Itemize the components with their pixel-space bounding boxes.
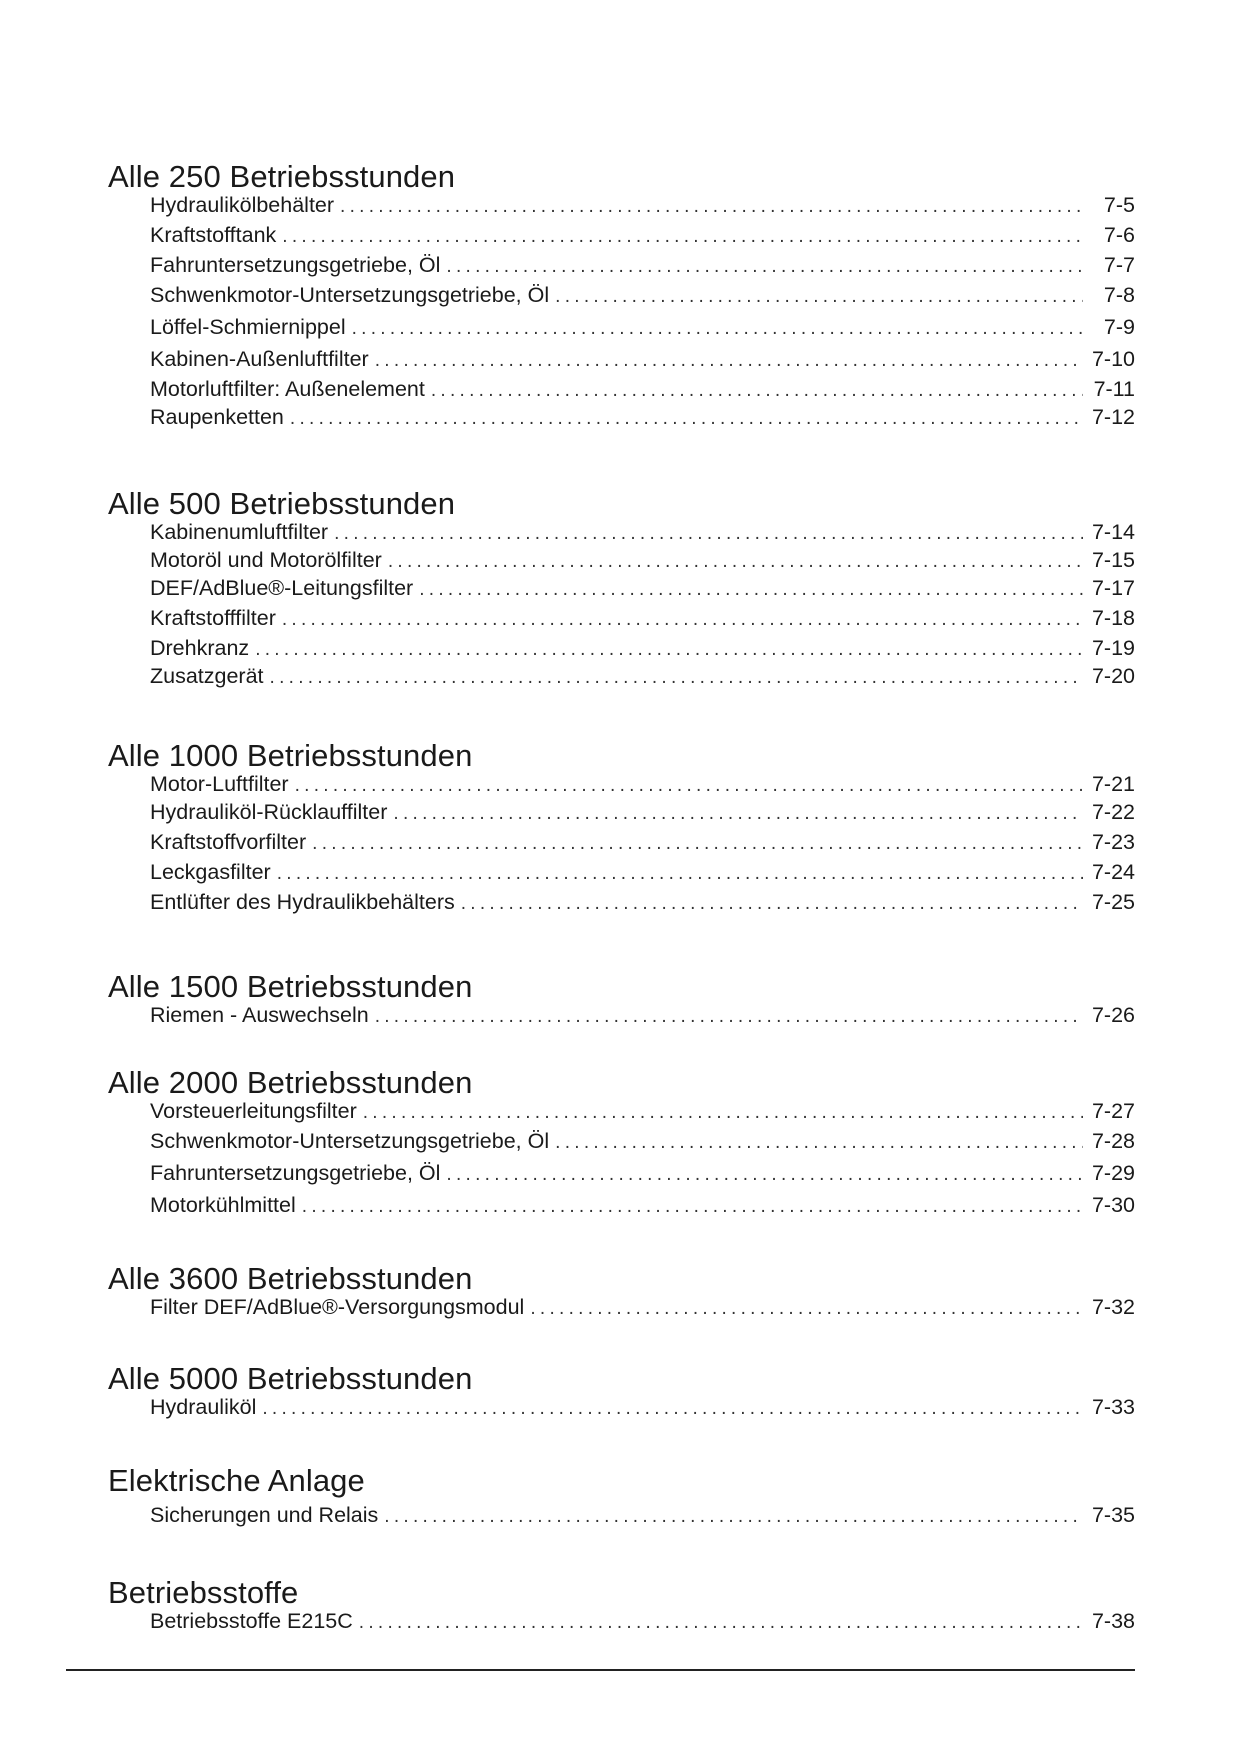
dot-leader xyxy=(388,549,1083,575)
dot-leader xyxy=(359,1610,1083,1636)
entry-page: 7-35 xyxy=(1091,1503,1135,1527)
entry-label: Kraftstofftank xyxy=(150,223,277,247)
entry-page: 7-17 xyxy=(1091,576,1135,600)
toc-entry[interactable] xyxy=(150,280,1135,312)
section-title: Alle 2000 Betriebsstunden xyxy=(108,1065,473,1100)
section-entries xyxy=(150,1294,1135,1322)
dot-leader xyxy=(295,773,1083,799)
entry-page: 7-11 xyxy=(1093,377,1135,401)
entry-page: 7-29 xyxy=(1091,1161,1135,1185)
toc-entry[interactable] xyxy=(150,575,1135,603)
entry-label: Raupenketten xyxy=(150,405,284,429)
dot-leader xyxy=(419,577,1083,603)
entry-label: Kabinen-Außenluftfilter xyxy=(150,347,369,371)
entry-page: 7-6 xyxy=(1103,223,1135,247)
toc-entry[interactable] xyxy=(150,1158,1135,1190)
entry-label: Schwenkmotor-Untersetzungsgetriebe, Öl xyxy=(150,283,550,307)
dot-leader xyxy=(282,221,1083,252)
dot-leader xyxy=(446,254,1083,280)
section-title: Alle 1500 Betriebsstunden xyxy=(108,969,473,1004)
toc-entry[interactable] xyxy=(150,1002,1135,1030)
dot-leader xyxy=(312,828,1083,859)
entry-label: Motoröl und Motorölfilter xyxy=(150,548,382,572)
entry-page: 7-27 xyxy=(1091,1099,1135,1123)
toc-entry[interactable] xyxy=(150,1608,1135,1636)
toc-entry[interactable] xyxy=(150,220,1135,252)
entry-label: Entlüfter des Hydraulikbehälters xyxy=(150,890,455,914)
entry-label: Motorluftfilter: Außenelement xyxy=(150,377,425,401)
entry-page: 7-28 xyxy=(1091,1129,1135,1153)
toc-entry[interactable] xyxy=(150,376,1135,404)
entry-label: Filter DEF/AdBlue®-Versorgungsmodul xyxy=(150,1295,525,1319)
entry-label: Kraftstoffvorfilter xyxy=(150,830,307,854)
section-title: Alle 5000 Betriebsstunden xyxy=(108,1361,473,1396)
section-entries xyxy=(150,1394,1135,1422)
dot-leader xyxy=(340,194,1083,220)
entry-label: Zusatzgerät xyxy=(150,664,264,688)
entry-label: Vorsteuerleitungsfilter xyxy=(150,1099,357,1123)
toc-section xyxy=(108,1064,1135,1222)
entry-label: Fahruntersetzungsgetriebe, Öl xyxy=(150,1161,441,1185)
entry-page: 7-7 xyxy=(1103,253,1135,277)
entry-page: 7-8 xyxy=(1103,283,1135,307)
entry-label: Kraftstofffilter xyxy=(150,606,276,630)
dot-leader xyxy=(277,861,1083,887)
entry-label: Fahruntersetzungsgetriebe, Öl xyxy=(150,253,441,277)
toc-entry[interactable] xyxy=(150,859,1135,887)
toc-entry[interactable] xyxy=(150,1294,1135,1322)
table-of-contents xyxy=(108,158,1135,1636)
section-entries xyxy=(150,192,1135,432)
toc-section xyxy=(108,968,1135,1030)
toc-entry[interactable] xyxy=(150,663,1135,691)
entry-page: 7-15 xyxy=(1091,548,1135,572)
dot-leader xyxy=(375,345,1083,376)
dot-leader xyxy=(431,378,1083,404)
dot-leader xyxy=(461,888,1083,919)
entry-page: 7-5 xyxy=(1103,193,1135,217)
dot-leader xyxy=(363,1100,1083,1126)
entry-page: 7-24 xyxy=(1091,860,1135,884)
dot-leader xyxy=(262,1396,1083,1422)
entry-label: DEF/AdBlue®-Leitungsfilter xyxy=(150,576,414,600)
section-entries xyxy=(150,1002,1135,1030)
dot-leader xyxy=(375,1004,1083,1030)
entry-page: 7-12 xyxy=(1091,405,1135,429)
footer-rule xyxy=(66,1669,1135,1671)
toc-entry[interactable] xyxy=(150,312,1135,344)
entry-page: 7-14 xyxy=(1091,520,1135,544)
entry-label: Hydraulikölbehälter xyxy=(150,193,335,217)
dot-leader xyxy=(530,1296,1083,1322)
entry-page: 7-21 xyxy=(1091,772,1135,796)
toc-entry[interactable] xyxy=(150,1190,1135,1222)
entry-label: Hydrauliköl xyxy=(150,1395,257,1419)
dot-leader xyxy=(555,1127,1083,1158)
dot-leader xyxy=(352,313,1083,344)
entry-page: 7-19 xyxy=(1091,636,1135,660)
dot-leader xyxy=(302,1191,1083,1222)
toc-entry[interactable] xyxy=(150,1098,1135,1126)
section-title: Alle 1000 Betriebsstunden xyxy=(108,738,473,773)
entry-label: Drehkranz xyxy=(150,636,250,660)
entry-label: Riemen - Auswechseln xyxy=(150,1003,369,1027)
section-entries xyxy=(150,771,1135,919)
entry-label: Motor-Luftfilter xyxy=(150,772,289,796)
toc-entry[interactable] xyxy=(150,603,1135,635)
toc-entry[interactable] xyxy=(150,547,1135,575)
entry-page: 7-30 xyxy=(1091,1193,1135,1217)
entry-label: Hydrauliköl-Rücklauffilter xyxy=(150,800,388,824)
entry-label: Löffel-Schmiernippel xyxy=(150,315,346,339)
entry-page: 7-26 xyxy=(1091,1003,1135,1027)
dot-leader xyxy=(393,801,1083,827)
toc-entry[interactable] xyxy=(150,1502,1135,1530)
section-title: Alle 500 Betriebsstunden xyxy=(108,486,456,521)
dot-leader xyxy=(255,637,1083,663)
toc-entry[interactable] xyxy=(150,519,1135,547)
toc-entry[interactable] xyxy=(150,1394,1135,1422)
dot-leader xyxy=(270,665,1083,691)
entry-label: Betriebsstoffe E215C xyxy=(150,1609,353,1633)
entry-page: 7-22 xyxy=(1091,800,1135,824)
entry-page: 7-18 xyxy=(1091,606,1135,630)
section-entries xyxy=(150,1608,1135,1636)
section-entries xyxy=(150,1098,1135,1222)
section-title: Alle 250 Betriebsstunden xyxy=(108,159,456,194)
toc-entry[interactable] xyxy=(150,344,1135,376)
toc-entry[interactable] xyxy=(150,192,1135,220)
entry-page: 7-23 xyxy=(1091,830,1135,854)
entry-page: 7-20 xyxy=(1091,664,1135,688)
section-entries xyxy=(150,1502,1135,1530)
dot-leader xyxy=(282,604,1083,635)
toc-section xyxy=(108,1462,1135,1530)
entry-label: Motorkühlmittel xyxy=(150,1193,296,1217)
entry-page: 7-33 xyxy=(1091,1395,1135,1419)
toc-entry[interactable] xyxy=(150,635,1135,663)
dot-leader xyxy=(384,1504,1083,1530)
toc-section xyxy=(108,1260,1135,1322)
toc-entry[interactable] xyxy=(150,799,1135,827)
toc-entry[interactable] xyxy=(150,827,1135,859)
dot-leader xyxy=(290,406,1083,432)
entry-page: 7-32 xyxy=(1091,1295,1135,1319)
toc-entry[interactable] xyxy=(150,771,1135,799)
toc-entry[interactable] xyxy=(150,887,1135,919)
toc-entry[interactable] xyxy=(150,404,1135,432)
entry-label: Leckgasfilter xyxy=(150,860,271,884)
toc-section xyxy=(108,737,1135,919)
section-title: Alle 3600 Betriebsstunden xyxy=(108,1261,473,1296)
toc-entry[interactable] xyxy=(150,1126,1135,1158)
dot-leader xyxy=(446,1159,1083,1190)
toc-section xyxy=(108,1574,1135,1636)
entry-label: Sicherungen und Relais xyxy=(150,1503,379,1527)
toc-entry[interactable] xyxy=(150,252,1135,280)
toc-section xyxy=(108,158,1135,432)
section-entries xyxy=(150,519,1135,691)
entry-page: 7-9 xyxy=(1103,315,1135,339)
entry-page: 7-25 xyxy=(1091,890,1135,914)
section-title: Elektrische Anlage xyxy=(108,1463,365,1498)
toc-section xyxy=(108,1360,1135,1422)
dot-leader xyxy=(555,281,1083,312)
toc-section xyxy=(108,485,1135,691)
dot-leader xyxy=(334,521,1083,547)
entry-label: Kabinenumluftfilter xyxy=(150,520,329,544)
entry-page: 7-10 xyxy=(1091,347,1135,371)
section-title: Betriebsstoffe xyxy=(108,1575,299,1610)
entry-label: Schwenkmotor-Untersetzungsgetriebe, Öl xyxy=(150,1129,550,1153)
entry-page: 7-38 xyxy=(1091,1609,1135,1633)
